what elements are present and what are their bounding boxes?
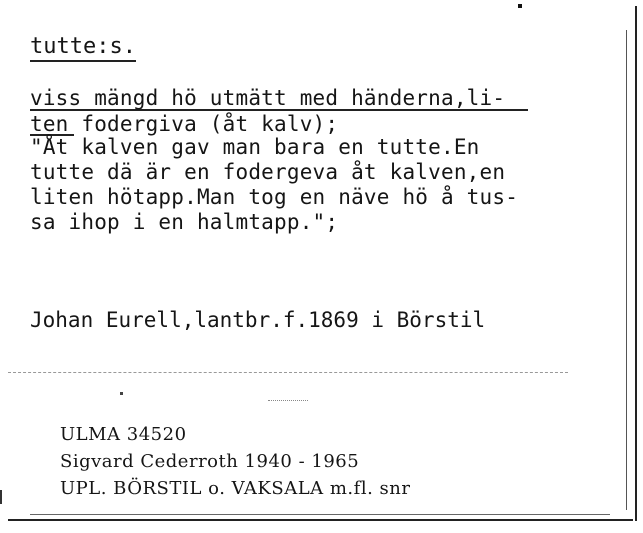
definition-line: viss mängd hö utmätt med händerna,li- [30, 86, 506, 110]
quote-line: liten hötapp.Man tog en näve hö å tus- [30, 185, 519, 209]
quote-line: tutte dä är en fodergeva åt kalven,en [30, 160, 506, 184]
scan-artifact-dots [268, 400, 308, 401]
headword: tutte:s. [30, 34, 136, 62]
card-edge-right-inner [626, 30, 627, 510]
ink-speck [120, 392, 123, 395]
definition-line: ten fodergiva (åt kalv); [30, 112, 339, 136]
archive-id: ULMA 34520 [60, 424, 187, 445]
ink-speck [518, 4, 522, 8]
quote-line: "Åt kalven gav man bara en tutte.En [30, 135, 480, 159]
archive-collector: Sigvard Cederroth 1940 - 1965 [60, 451, 360, 472]
informant-line: Johan Eurell,lantbr.f.1869 i Börstil [30, 308, 486, 332]
card-edge-right [635, 6, 637, 521]
card-edge-bottom [8, 519, 633, 521]
archive-location: UPL. BÖRSTIL o. VAKSALA m.fl. snr [60, 478, 411, 499]
scan-artifact-line [8, 372, 568, 373]
quote-line: sa ihop i en halmtapp."; [30, 210, 339, 234]
card-edge-mark [0, 490, 8, 504]
card-edge-bottom-inner [30, 514, 610, 515]
